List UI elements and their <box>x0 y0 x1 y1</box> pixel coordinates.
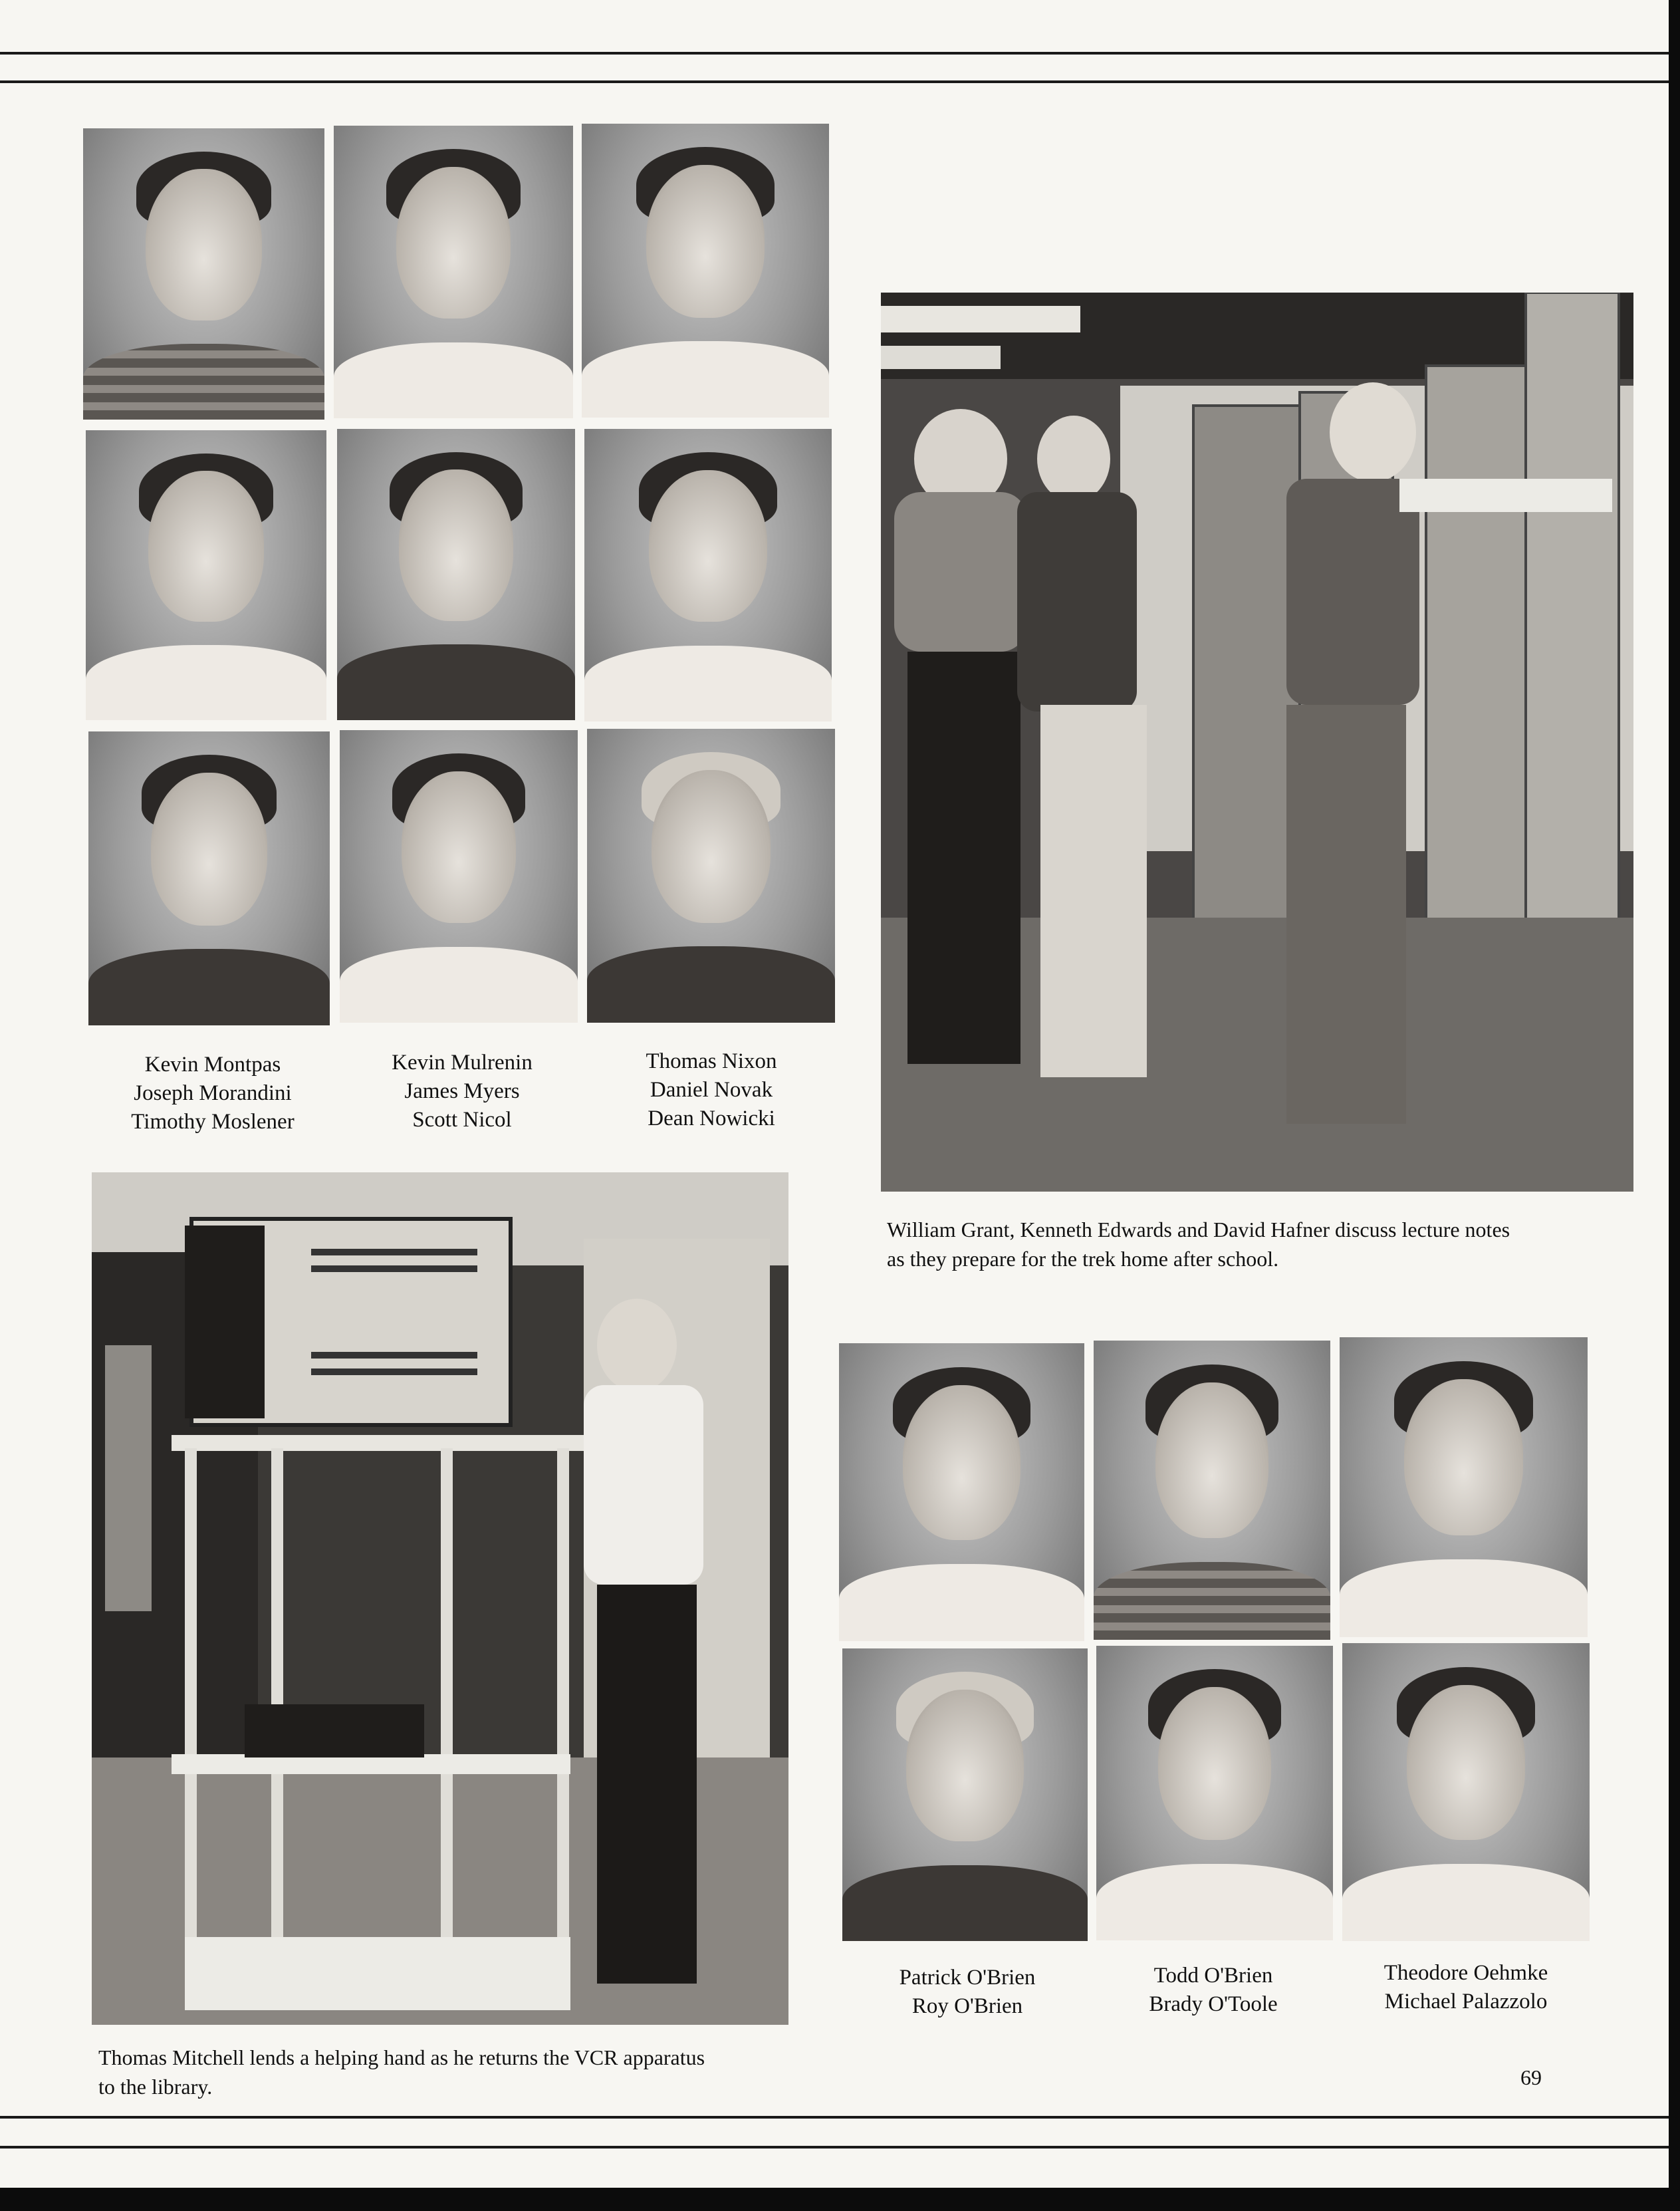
vcr-cart-photo <box>92 1172 788 2025</box>
student-name: Patrick O'Brien <box>899 1966 1036 1990</box>
student-name: Daniel Novak <box>650 1078 773 1102</box>
student-name: Brady O'Toole <box>1149 1992 1278 2016</box>
student-name: Scott Nicol <box>412 1108 512 1132</box>
name-list-col3 <box>598 1047 824 1133</box>
portrait-photo <box>1342 1643 1590 1941</box>
name-list-col2 <box>1100 1962 1326 2019</box>
student-name: Dean Nowicki <box>648 1106 775 1130</box>
caption-line: to the library. <box>98 2075 213 2099</box>
student-name: Kevin Mulrenin <box>392 1051 533 1075</box>
locker-photo-caption <box>887 1215 1665 1273</box>
name-list-col1 <box>854 1964 1080 2021</box>
student-name: Michael Palazzolo <box>1384 1990 1548 2014</box>
caption-line: as they prepare for the trek home after school. <box>887 1247 1279 1271</box>
caption-line: Thomas Mitchell lends a helping hand as he returns the VCR apparatus <box>98 2045 705 2069</box>
top-rule-1 <box>0 52 1669 55</box>
portrait-photo <box>584 429 832 721</box>
portrait-photo <box>587 729 835 1023</box>
top-rule-2 <box>0 80 1669 83</box>
name-list-col3 <box>1353 1959 1579 2016</box>
vcr-photo-caption <box>98 2043 843 2101</box>
portrait-photo <box>1096 1646 1333 1940</box>
page-number: 69 <box>1520 2065 1542 2089</box>
student-name: Theodore Oehmke <box>1383 1961 1548 1985</box>
portrait-photo <box>340 730 578 1023</box>
bottom-rule-2 <box>0 2146 1669 2148</box>
name-list-col2 <box>349 1049 575 1134</box>
portrait-photo <box>1340 1337 1588 1637</box>
student-name: Kevin Montpas <box>144 1053 281 1077</box>
caption-line: William Grant, Kenneth Edwards and David Hafner discuss lecture notes <box>887 1218 1510 1241</box>
portrait-photo <box>842 1648 1088 1941</box>
student-name: Joseph Morandini <box>134 1081 292 1105</box>
student-name: Todd O'Brien <box>1153 1964 1273 1988</box>
name-list-col1 <box>100 1051 326 1136</box>
portrait-photo <box>337 429 575 720</box>
portrait-photo <box>83 128 324 420</box>
portrait-photo <box>839 1343 1084 1641</box>
portrait-photo <box>334 126 573 418</box>
student-name: James Myers <box>404 1079 520 1103</box>
portrait-photo <box>86 430 326 720</box>
student-name: Roy O'Brien <box>911 1994 1023 2018</box>
portrait-photo <box>582 124 829 418</box>
student-name: Thomas Nixon <box>646 1049 777 1073</box>
portrait-photo <box>1094 1341 1330 1640</box>
locker-photo <box>881 293 1633 1192</box>
student-name: Timothy Moslener <box>131 1110 295 1134</box>
portrait-photo <box>88 731 330 1025</box>
bottom-rule-1 <box>0 2116 1669 2119</box>
